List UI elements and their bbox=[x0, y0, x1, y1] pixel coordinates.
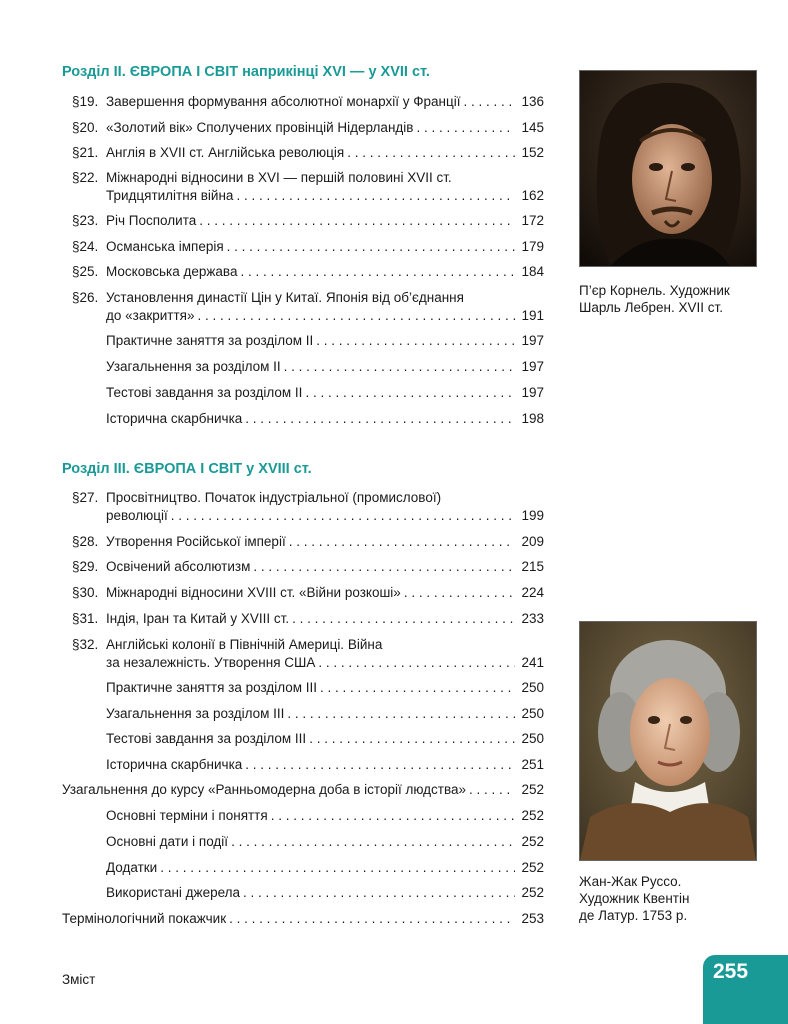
leader-dots bbox=[227, 238, 515, 256]
entry-title: Тестові завдання за розділом III bbox=[106, 731, 307, 746]
entry-title: революції bbox=[106, 508, 168, 523]
entry-page: 250 bbox=[521, 680, 544, 695]
leader-dots bbox=[160, 859, 515, 877]
portrait-corneille-caption bbox=[579, 282, 730, 316]
entry-title: Узагальнення до курсу «Ранньомодерна доба в історії людства» bbox=[62, 782, 467, 797]
footer-section-label: Зміст bbox=[62, 972, 96, 987]
entry-page: 184 bbox=[521, 264, 544, 279]
entry-page: 152 bbox=[521, 145, 544, 160]
portrait-rousseau-image bbox=[579, 621, 757, 861]
entry-number: §26. bbox=[72, 290, 99, 305]
leader-dots bbox=[320, 679, 515, 697]
leader-dots bbox=[309, 730, 515, 748]
caption-line: де Латур. 1753 р. bbox=[579, 908, 688, 923]
entry-title: Термінологічний покажчик bbox=[62, 911, 227, 926]
entry-title: Османська імперія bbox=[106, 239, 224, 254]
entry-title: Історична скарбничка bbox=[106, 411, 243, 426]
entry-number: §22. bbox=[72, 170, 99, 185]
entry-title-line1: Міжнародні відносини в XVI — першій половині XVII ст. bbox=[106, 170, 452, 185]
entry-page: 136 bbox=[521, 94, 544, 109]
entry-page: 197 bbox=[521, 385, 544, 400]
entry-page: 197 bbox=[521, 333, 544, 348]
entry-title: Основні терміни і поняття bbox=[106, 808, 268, 823]
entry-number: §24. bbox=[72, 239, 99, 254]
entry-number: §21. bbox=[72, 145, 99, 160]
entry-title: Завершення формування абсолютної монархії у Франції bbox=[106, 94, 461, 109]
caption-line: Шарль Лебрен. XVII ст. bbox=[579, 300, 723, 315]
entry-page: 250 bbox=[521, 706, 544, 721]
entry-page: 199 bbox=[521, 508, 544, 523]
portrait-rousseau-caption bbox=[579, 873, 689, 924]
entry-number: §27. bbox=[72, 490, 99, 505]
entry-number: §29. bbox=[72, 559, 99, 574]
entry-page: 215 bbox=[521, 559, 544, 574]
entry-page: 224 bbox=[521, 585, 544, 600]
leader-dots bbox=[171, 507, 515, 525]
leader-dots bbox=[305, 384, 515, 402]
entry-title: Тестові завдання за розділом II bbox=[106, 385, 303, 400]
leader-dots bbox=[404, 584, 515, 602]
entry-page: 191 bbox=[521, 308, 544, 323]
page-number: 255 bbox=[712, 960, 749, 983]
leader-dots bbox=[231, 833, 515, 851]
caption-line: Жан-Жак Руссо. bbox=[579, 874, 682, 889]
leader-dots bbox=[287, 705, 515, 723]
caption-line: П’єр Корнель. Художник bbox=[579, 283, 730, 298]
entry-page: 197 bbox=[521, 359, 544, 374]
entry-title: Англія в XVII ст. Англійська революція bbox=[106, 145, 345, 160]
entry-page: 250 bbox=[521, 731, 544, 746]
entry-page: 198 bbox=[521, 411, 544, 426]
entry-number: §19. bbox=[72, 94, 99, 109]
leader-dots bbox=[316, 332, 515, 350]
leader-dots bbox=[199, 212, 515, 230]
entry-page: 179 bbox=[521, 239, 544, 254]
entry-number: §32. bbox=[72, 637, 99, 652]
entry-page: 252 bbox=[521, 808, 544, 823]
entry-page: 252 bbox=[521, 860, 544, 875]
leader-dots bbox=[243, 884, 515, 902]
leader-dots bbox=[347, 144, 515, 162]
entry-page: 233 bbox=[521, 611, 544, 626]
leader-dots bbox=[229, 910, 515, 928]
entry-title-line1: Англійські колонії в Північній Америці. Війна bbox=[106, 637, 383, 652]
entry-title: Московська держава bbox=[106, 264, 238, 279]
entry-title: Узагальнення за розділом III bbox=[106, 706, 285, 721]
entry-title: Річ Посполита bbox=[106, 213, 197, 228]
entry-number: §25. bbox=[72, 264, 99, 279]
entry-title-line1: Просвітництво. Початок індустріальної (промислової) bbox=[106, 490, 442, 505]
entry-title: Основні дати і події bbox=[106, 834, 229, 849]
leader-dots bbox=[245, 410, 515, 428]
entry-page: 253 bbox=[521, 911, 544, 926]
entry-title: до «закриття» bbox=[106, 308, 195, 323]
entry-title: за незалежність. Утворення США bbox=[106, 655, 316, 670]
leader-dots bbox=[416, 119, 515, 137]
entry-page: 252 bbox=[521, 834, 544, 849]
entry-page: 145 bbox=[521, 120, 544, 135]
leader-dots bbox=[240, 263, 515, 281]
entry-page: 172 bbox=[521, 213, 544, 228]
entry-title: Індія, Іран та Китай у XVIII ст. bbox=[106, 611, 290, 626]
entry-title: Практичне заняття за розділом II bbox=[106, 333, 314, 348]
entry-number: §28. bbox=[72, 534, 99, 549]
entry-page: 241 bbox=[521, 655, 544, 670]
entry-title: Узагальнення за розділом II bbox=[106, 359, 281, 374]
leader-dots bbox=[236, 187, 515, 205]
leader-dots bbox=[245, 756, 515, 774]
entry-number: §31. bbox=[72, 611, 99, 626]
leader-dots bbox=[253, 558, 515, 576]
entry-page: 252 bbox=[521, 885, 544, 900]
entry-title: Міжнародні відносини XVIII ст. «Війни розкоші» bbox=[106, 585, 401, 600]
entry-number: §30. bbox=[72, 585, 99, 600]
leader-dots bbox=[292, 610, 515, 628]
leader-dots bbox=[318, 654, 515, 672]
caption-line: Художник Квентін bbox=[579, 891, 690, 906]
section-3-title: Розділ III. ЄВРОПА І СВІТ у XVIII ст. bbox=[62, 461, 312, 477]
section-2-title: Розділ II. ЄВРОПА І СВІТ наприкінці XVI — у XVII ст. bbox=[62, 64, 430, 80]
leader-dots bbox=[271, 807, 515, 825]
entry-page: 251 bbox=[521, 757, 544, 772]
entry-title: Практичне заняття за розділом III bbox=[106, 680, 318, 695]
entry-title: Тридцятилітня війна bbox=[106, 188, 234, 203]
entry-title: Історична скарбничка bbox=[106, 757, 243, 772]
entry-page: 162 bbox=[521, 188, 544, 203]
entry-title: Використані джерела bbox=[106, 885, 241, 900]
entry-title: Освічений абсолютизм bbox=[106, 559, 251, 574]
entry-title: Додатки bbox=[106, 860, 158, 875]
entry-title: Утворення Російської імперії bbox=[106, 534, 286, 549]
entry-title-line1: Установлення династії Цін у Китаї. Японія від об’єднання bbox=[106, 290, 464, 305]
leader-dots bbox=[463, 93, 515, 111]
entry-number: §23. bbox=[72, 213, 99, 228]
leader-dots bbox=[469, 781, 515, 799]
entry-title: «Золотий вік» Сполучених провінцій Нідерландів bbox=[106, 120, 414, 135]
entry-number: §20. bbox=[72, 120, 99, 135]
leader-dots bbox=[289, 533, 515, 551]
entry-page: 209 bbox=[521, 534, 544, 549]
entry-page: 252 bbox=[521, 782, 544, 797]
portrait-corneille-image bbox=[579, 70, 757, 267]
leader-dots bbox=[284, 358, 515, 376]
leader-dots bbox=[197, 307, 515, 325]
